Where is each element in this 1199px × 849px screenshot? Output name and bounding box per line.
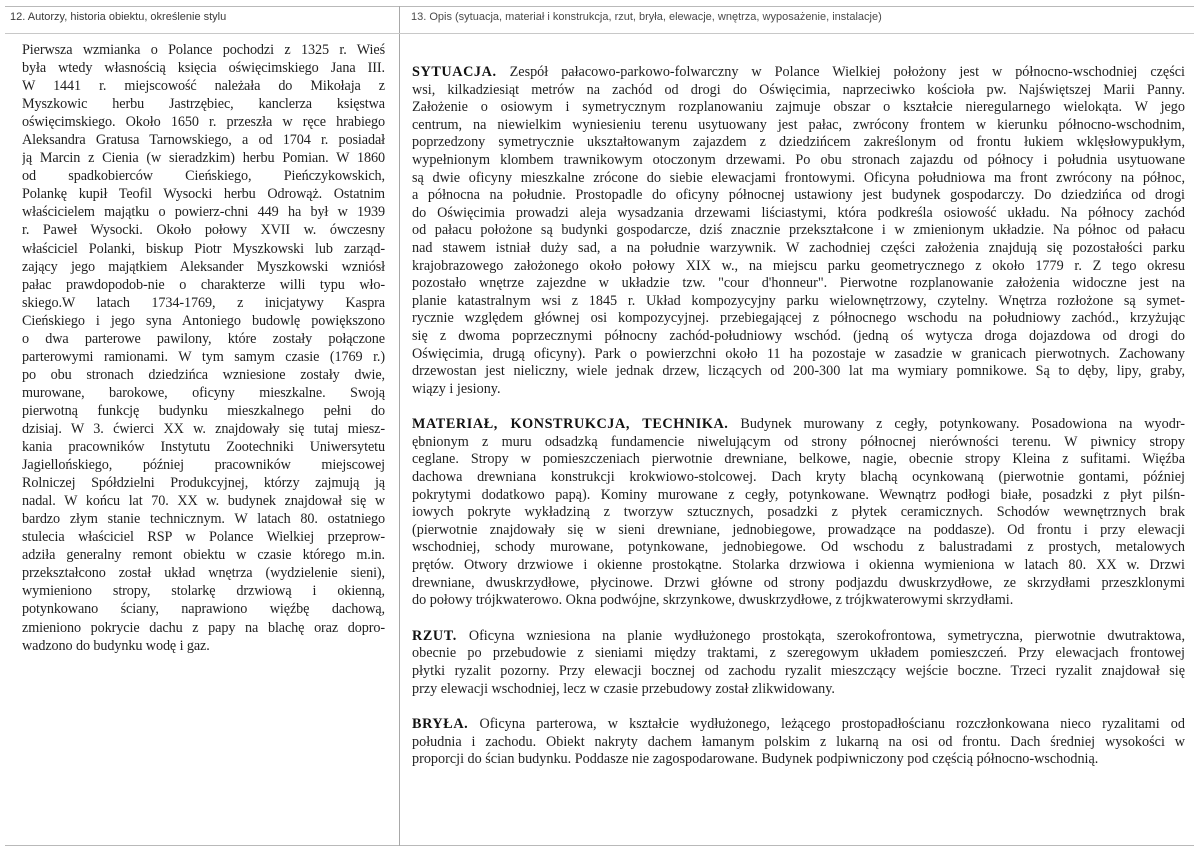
section-heading: SYTUACJA.: [412, 64, 497, 80]
history-line: właściciel Polanki, biskup Piotr Myszkowski lub zarząd-: [22, 240, 385, 257]
section-line: wschodniej, schody murowane, potynkowane, jednobiegowe. Od wschodu z balustradami z prostych, metalowych: [412, 539, 1185, 556]
section-line: ębnionym z muru odsadzką fundamencie niwelującym od strony północnej nierówności terenu. W piwnicy stropy: [412, 433, 1185, 450]
history-line: bardzo złym stanie technicznym. W latach 80. ostatniego: [22, 511, 385, 528]
history-line: W 1441 r. miejscowość należała do Mikołaja z: [22, 78, 385, 95]
history-line: Polankę kupił Teofil Wysocki herbu Odrowąż. Ostatnim: [22, 186, 385, 203]
section-first-line: [412, 716, 1185, 734]
history-line: adziła generalny remont obiektu w czasie którego m.in.: [22, 547, 385, 564]
section-line: rycznie względem głównej osi kompozycyjnej. przebiegającej z północnego wschodu na południowy zachód., krzyżując: [412, 310, 1185, 327]
history-line: dzisiaj. W 3. ćwierci XX w. znajdowały się tutaj miesz-: [22, 420, 385, 437]
section-line: przy elewacji wschodniej, lecz w czasie przebudowy został zlikwidowany.: [412, 680, 835, 697]
field-label-authors-history: 12. Autorzy, historia obiektu, określenie stylu: [10, 11, 227, 23]
history-line: skiego.W latach 1734-1769, z inicjatywy Kaspra: [22, 294, 385, 311]
section-line: wiązy i jesiony.: [412, 380, 501, 397]
section-line: dachowa drewniana konstrukcji krokwiowo-stolcowej. Dach kryty blachą ocynkowaną (pierwotnie gontami, później: [412, 469, 1185, 486]
section-line: do Oświęcimia prowadzi aleja wysadzania drzewami liściastymi, która podkreśla osiowość układu. Na północy zachód: [412, 204, 1185, 221]
section-line: do połowy trójkwaterowo. Okna podwójne, skrzynkowe, dwuskrzydłowe, z trójkwaterowymi skrzydłami.: [412, 592, 1014, 609]
history-line: zający jego majątkiem Aleksander Myszkowski wzniósł: [22, 258, 385, 275]
section-line: proporcji do ścian budynku. Poddasze nie zagospodarowane. Budynek podpiwniczony pod częścią północno-wschodnią.: [412, 751, 1099, 768]
history-line: Jagiellońskiego, później pracowników miejscowej: [22, 457, 385, 474]
section-line: są dwie oficyny mieszkalne zrócone do siebie elewacjami frontowymi. Oficyna południowa ma front zwrócony na północ,: [412, 169, 1185, 186]
section-line: drzewostan jest nieliczny, wiele jednak drzew, liczących od 200-300 lat ma wymiary pomnikowe. Są to dęby, lipy, graby,: [412, 363, 1185, 380]
history-line: stulecia właściciel RSP w Polance Wielkiej przeprow-: [22, 529, 385, 546]
section-heading: RZUT.: [412, 627, 457, 644]
section-line: prętów. Otwory drzwiowe i okienne prostokątne. Stolarka drzwiowa i okienna wymieniona w latach 80. XX w. Drzwi: [412, 557, 1185, 574]
history-line: oświęcimskiego. Około 1650 r. przeszła w ręce hrabiego: [22, 114, 385, 131]
section-line: (pierwotnie znajdowały się w sieni drewniane, jednobiegowe, prowadzące na poddasze). Od frontu i przy elewacji: [412, 521, 1185, 538]
section-line: drewniane, dwuskrzydłowe, płycinowe. Drzwi główne od strony podjazdu dwuskrzydłowe, ze skrzydłami przeszklonymi: [412, 574, 1185, 591]
history-line: parterowymi ramionami. W tym samym czasie (1769 r.): [22, 348, 385, 365]
section-heading: BRYŁA.: [412, 716, 469, 733]
history-line: Pierwsza wzmianka o Polance pochodzi z 1325 r. Wieś: [22, 42, 385, 58]
section-line: południa i zachodu. Obiekt nakryty dachem łamanym polskim z lukarną na osi od frontu. Dach średniej wysokości w: [412, 733, 1185, 750]
history-line: od spadkobierców Cieńskiego, Pieńczykowskich,: [22, 168, 385, 185]
section-line: płytki ryzalit pozorny. Przy elewacji bocznej od zachodu ryzalit mieszczący wejście boczne. Trzeci ryzalit znajdował się: [412, 663, 1185, 679]
section-line-text: Budynek murowany z cegły, potynkowany. Posadowiona na wyodr-: [728, 416, 1185, 433]
description-text: [412, 64, 1185, 787]
history-line: pałac prawdopodob-nie o charakterze willi typu wło-: [22, 276, 385, 293]
section-line: nad stawem istniał duży sad, a na południe warzywnik. W zachodniej części założenia znajdują się pozostałości parku: [412, 239, 1185, 256]
column-divider: [399, 6, 400, 846]
section-line: a północna na południe. Prostopadle do oficyny północnej ustawiony jest budynek gospodarczy. Do dziedzińca od drogi: [412, 187, 1185, 204]
history-line: ją Marcin z Cienia (w sieradzkim) herbu Pomian. W 1860: [22, 150, 385, 167]
history-line: wadzono do budynku wodę i gaz.: [22, 637, 210, 654]
section-line: pozostało wnętrze zajezdne w układzie tzw. "cour d'honneur". Pierwotne rozplanowanie założenia widoczne jest na: [412, 275, 1185, 292]
history-line: pierwotną funkcję budynku mieszkalnego pełni do: [22, 402, 385, 419]
history-line: była wtedy własnością księcia oświęcimskiego Jana III.: [22, 60, 385, 77]
section-line: planie katastralnym wsi z 1845 r. Układ kompozycyjny parku wielownętrzowy, czytelny. Wnętrza rozłożone są symet-: [412, 292, 1185, 309]
history-text: [22, 41, 385, 655]
section-line-text: Oficyna wzniesiona na planie wydłużonego prostokąta, szerokofrontowa, symetryczna, pierwotnie dwutraktowa,: [456, 627, 1185, 644]
section-line: obecnie po przebudowie z sieniami między traktami, z szeregowym układem pomieszczeń. Przy elewacjach frontowej: [412, 645, 1185, 662]
section-line: iowych pokryte wykładziną z tworzyw sztucznych, posadzki z płytek ceramicznych. Schodów wewnętrznych brak: [412, 504, 1185, 521]
history-line: nadal. W końcu lat 70. XX w. budynek znajdował się w: [22, 493, 385, 510]
history-line: Cieńskiego i jego syna Antoniego budowlę powiększono: [22, 312, 385, 329]
section-heading: MATERIAŁ, KONSTRUKCJA, TECHNIKA.: [412, 416, 729, 433]
section-line: Oświęcimia, drugą oficyny). Park o powierzchni około 11 ha pozostaje w zasadzie w granicach pierwotnych. Zachowany: [412, 345, 1185, 362]
section-line: od pałacu położone są budynki gospodarcze, dziś znacznie przekształcone i w zmienionym układzie. Na północ od pałacu: [412, 222, 1185, 239]
history-line: Rolniczej Spółdzielni Produkcyjnej, którzy zajmują ją: [22, 475, 385, 492]
history-line: wymieniono stropy, stolarkę drzwiową i okienną,: [22, 583, 385, 600]
description-section: [412, 716, 1185, 769]
section-line: się z dwoma poprzecznymi północny zachód-południowy wschód. (jedną oś wytycza droga dojazdowa od drogi do: [412, 327, 1185, 344]
section-first-line: [412, 628, 1185, 646]
section-line: wypełnionym klombem trawnikowym otoczonym drzewami. Po obu stronach zajazdu od północy i południa usytuowane: [412, 151, 1185, 168]
section-first-line: [412, 416, 1185, 434]
history-line: właścicielem majątku o powierz-chni 449 ha był w 1939: [22, 204, 385, 221]
section-line-text: Zespół pałacowo-parkowo-folwarczny w Polance Wielkiej położony jest w północno-wschodniej części: [496, 64, 1185, 80]
history-line: zmieniono pokrycie dachu z papy na blachę oraz dopro-: [22, 619, 385, 636]
description-section: [412, 416, 1185, 610]
history-line: przekształcono został układ wnętrza (wydzielenie sieni),: [22, 565, 385, 582]
history-line: Aleksandra Gratusa Tarnowskiego, a od 1704 r. posiadał: [22, 132, 385, 149]
section-first-line: [412, 64, 1185, 82]
description-section: [412, 64, 1185, 398]
section-line: Założenie o osiowym i symetrycznym rozplanowaniu zajmuje obszar o kształcie nieregularnego wielokąta. W jego: [412, 99, 1185, 116]
section-line-text: Oficyna parterowa, w kształcie wydłużonego, leżącego prostopadłościanu rozczłonkowana nieco ryzalitami od: [468, 716, 1185, 733]
history-line: Myszkowic herbu Jastrzębiec, kanclerza księstwa: [22, 96, 385, 113]
section-line: poprzedzony symetrycznie ukształtowanym zajazdem z dziedzińcem zakreślonym od frontu łukiem wklęsłowypukłym,: [412, 134, 1185, 151]
history-line: potynkowano ściany, naprawiono więźbę dachową,: [22, 601, 385, 618]
section-line: ceglane. Stropy w pomieszczeniach pierwotnie drewniane, belkowe, nagie, obecnie stropy Kleina z sufitami. Więźba: [412, 451, 1185, 468]
section-line: pokrytymi dodatkowo papą). Kominy murowane z cegły, potynkowane. Wewnątrz podłogi białe, posadzki z płyt pilśn-: [412, 486, 1185, 503]
history-line: r. Paweł Wysocki. Około połowy XVII w. ówczesny: [22, 222, 385, 239]
history-line: po obu stronach dziedzińca wzniesione zostały dwie,: [22, 366, 385, 383]
history-line: murowane, barokowe, oficyny mieszkalne. Swoją: [22, 384, 385, 401]
section-line: krajobrazowego założonego około połowy XIX w., na miejscu parku geometrycznego z około 1779 r. Z tego okresu: [412, 257, 1185, 274]
section-line: centrum, na niewielkim wyniesieniu terenu usytuowany jest pałac, zwrócony frontem w kierunku północno-wschodnim,: [412, 116, 1185, 133]
field-label-description: 13. Opis (sytuacja, materiał i konstrukcja, rzut, bryła, elewacje, wnętrza, wyposażenie, instalacje): [411, 11, 882, 23]
history-line: kania pracowników Instytutu Zootechniki Uniwersytetu: [22, 439, 385, 456]
section-line: wsi, kilkadziesiąt metrów na zachód od drogi do Oświęcimia, naprzeciwko kościoła pw. Najświętszej Marii Panny.: [412, 81, 1185, 98]
history-line: o dwa parterowe pawilony, które zostały połączone: [22, 330, 385, 347]
description-section: [412, 628, 1185, 698]
header-rule: [5, 33, 1194, 34]
